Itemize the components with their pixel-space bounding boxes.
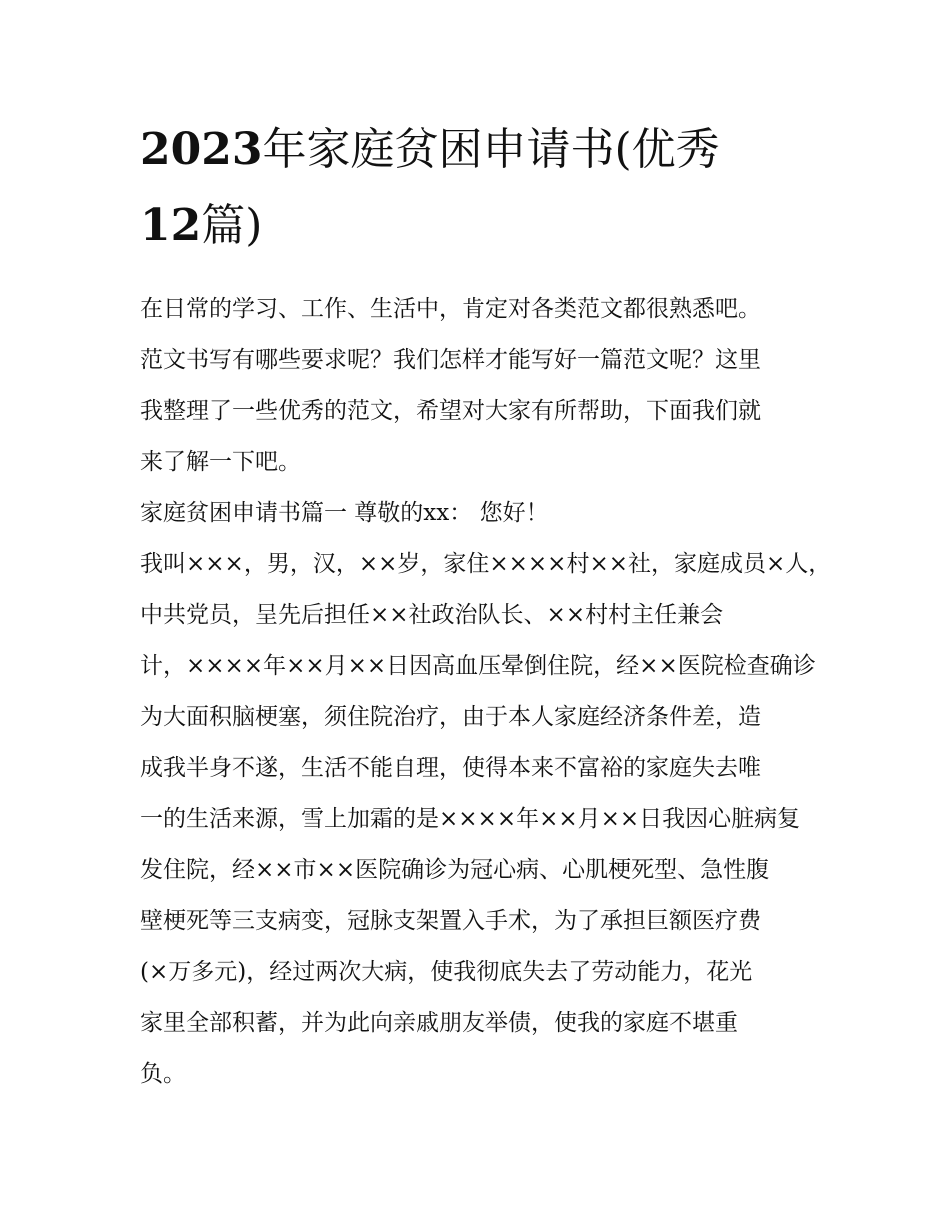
body-line: 计，××××年××月××日因高血压晕倒住院，经××医院检查确诊 xyxy=(140,653,816,679)
document-title xyxy=(140,112,820,264)
intro-line: 我整理了一些优秀的范文，希望对大家有所帮助，下面我们就 xyxy=(140,398,761,424)
body-line: (×万多元)，经过两次大病，使我彻底失去了劳动能力，花光 xyxy=(140,959,753,985)
title-line-1 xyxy=(140,112,820,188)
title-year: 2023 xyxy=(140,124,263,175)
body-line: 为大面积脑梗塞，须住院治疗，由于本人家庭经济条件差，造 xyxy=(140,704,761,730)
intro-paragraph xyxy=(140,284,820,488)
title-text-1: 年家庭贫困申请书(优秀 xyxy=(262,124,720,175)
body-line: 中共党员，呈先后担任××社政治队长、××村村主任兼会 xyxy=(140,602,724,628)
body-line: 成我半身不遂，生活不能自理，使得本来不富裕的家庭失去唯 xyxy=(140,755,761,781)
intro-line: 在日常的学习、工作、生活中，肯定对各类范文都很熟悉吧。 xyxy=(140,296,761,322)
letter-body-paragraph xyxy=(140,539,832,1100)
body-line: 负。 xyxy=(140,1061,186,1087)
title-count: 12 xyxy=(140,200,202,251)
body-line: 我叫×××，男，汉，××岁，家住××××村××社，家庭成员×人， xyxy=(140,551,832,577)
document-page xyxy=(140,112,832,1100)
salutation-line: 家庭贫困申请书篇一 尊敬的xx： 您好！ xyxy=(140,500,549,526)
body-line: 一的生活来源，雪上加霜的是××××年××月××日我因心脏病复 xyxy=(140,806,801,832)
body-line: 发住院，经××市××医院确诊为冠心病、心肌梗死型、急性腹 xyxy=(140,857,770,883)
intro-line: 来了解一下吧。 xyxy=(140,449,301,475)
intro-line: 范文书写有哪些要求呢？我们怎样才能写好一篇范文呢？这里 xyxy=(140,347,761,373)
document-body xyxy=(140,284,832,1100)
title-text-2: 篇) xyxy=(201,200,263,251)
salutation-paragraph xyxy=(140,488,820,539)
body-line: 壁梗死等三支病变，冠脉支架置入手术，为了承担巨额医疗费 xyxy=(140,908,761,934)
title-line-2 xyxy=(140,188,820,264)
body-line: 家里全部积蓄，并为此向亲戚朋友举债，使我的家庭不堪重 xyxy=(140,1010,738,1036)
